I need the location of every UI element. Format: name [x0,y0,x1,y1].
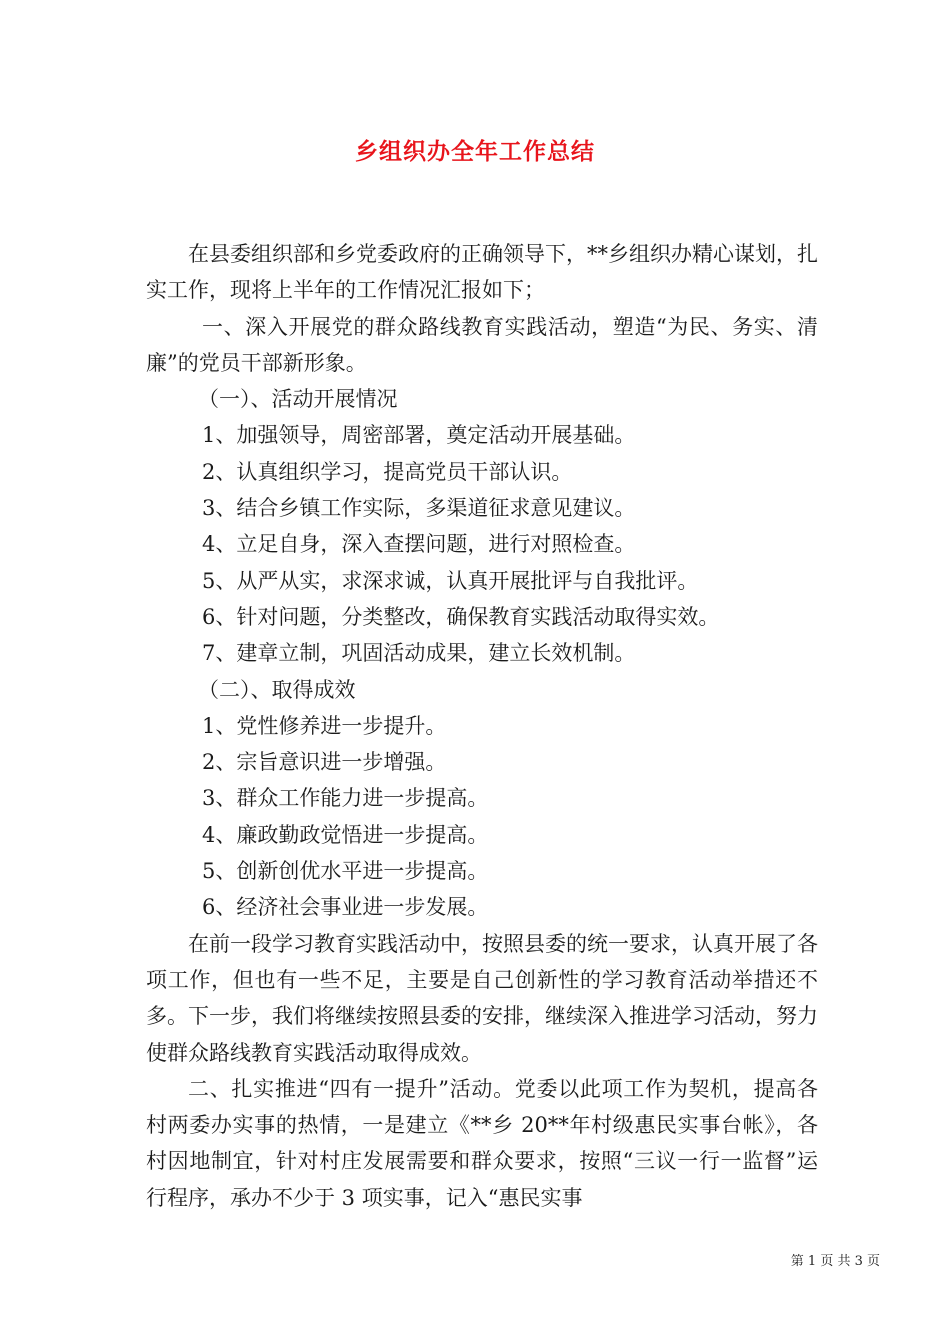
list-item: 2、宗旨意识进一步增强。 [202,750,447,775]
list-item: 2、认真组织学习，提高党员干部认识。 [202,459,573,484]
section-2-paragraph: 二、扎实推进“四有一提升”活动。党委以此项工作为契机，提高各村两委办实事的热情，一是建立《**乡 20**年村级惠民实事台帐》，各村因地制宜，针对村庄发展需要和群众要求，按照“三议一行一监督”运行程序，承办不少于 3 项实事，记入“惠民实事 [146,1076,818,1210]
subsection-2-heading: （二）、取得成效 [198,677,356,702]
list-item: 5、创新创优水平进一步提高。 [202,859,489,884]
list-item: 3、群众工作能力进一步提高。 [202,786,489,811]
document-body [146,236,818,1216]
page-number-footer: 第 1 页 共 3 页 [790,1254,880,1269]
list-item: 4、廉政勤政觉悟进一步提高。 [202,822,489,847]
list-item: 3、结合乡镇工作实际，多渠道征求意见建议。 [202,496,636,521]
list-item: 1、加强领导，周密部署，奠定活动开展基础。 [202,423,636,448]
summary-paragraph: 在前一段学习教育实践活动中，按照县委的统一要求，认真开展了各项工作，但也有一些不足，主要是自己创新性的学习教育活动举措还不多。下一步，我们将继续按照县委的安排，继续深入推进学习活动，努力使群众路线教育实践活动取得成效。 [146,931,818,1065]
intro-paragraph: 在县委组织部和乡党委政府的正确领导下，**乡组织办精心谋划，扎实工作，现将上半年的工作情况汇报如下； [146,242,818,303]
subsection-1-heading: （一）、活动开展情况 [198,387,398,412]
list-item: 7、建章立制，巩固活动成果，建立长效机制。 [202,641,636,666]
document-title: 乡组织办全年工作总结 [355,138,595,165]
list-item: 1、党性修养进一步提升。 [202,713,447,738]
list-item: 4、立足自身，深入查摆问题，进行对照检查。 [202,532,636,557]
list-item: 6、针对问题，分类整改，确保教育实践活动取得实效。 [202,604,720,629]
list-item: 6、经济社会事业进一步发展。 [202,895,489,920]
section-1-heading: 一、深入开展党的群众路线教育实践活动，塑造“为民、务实、清廉”的党员干部新形象。 [146,314,818,375]
list-item: 5、从严从实，求深求诚，认真开展批评与自我批评。 [202,568,699,593]
